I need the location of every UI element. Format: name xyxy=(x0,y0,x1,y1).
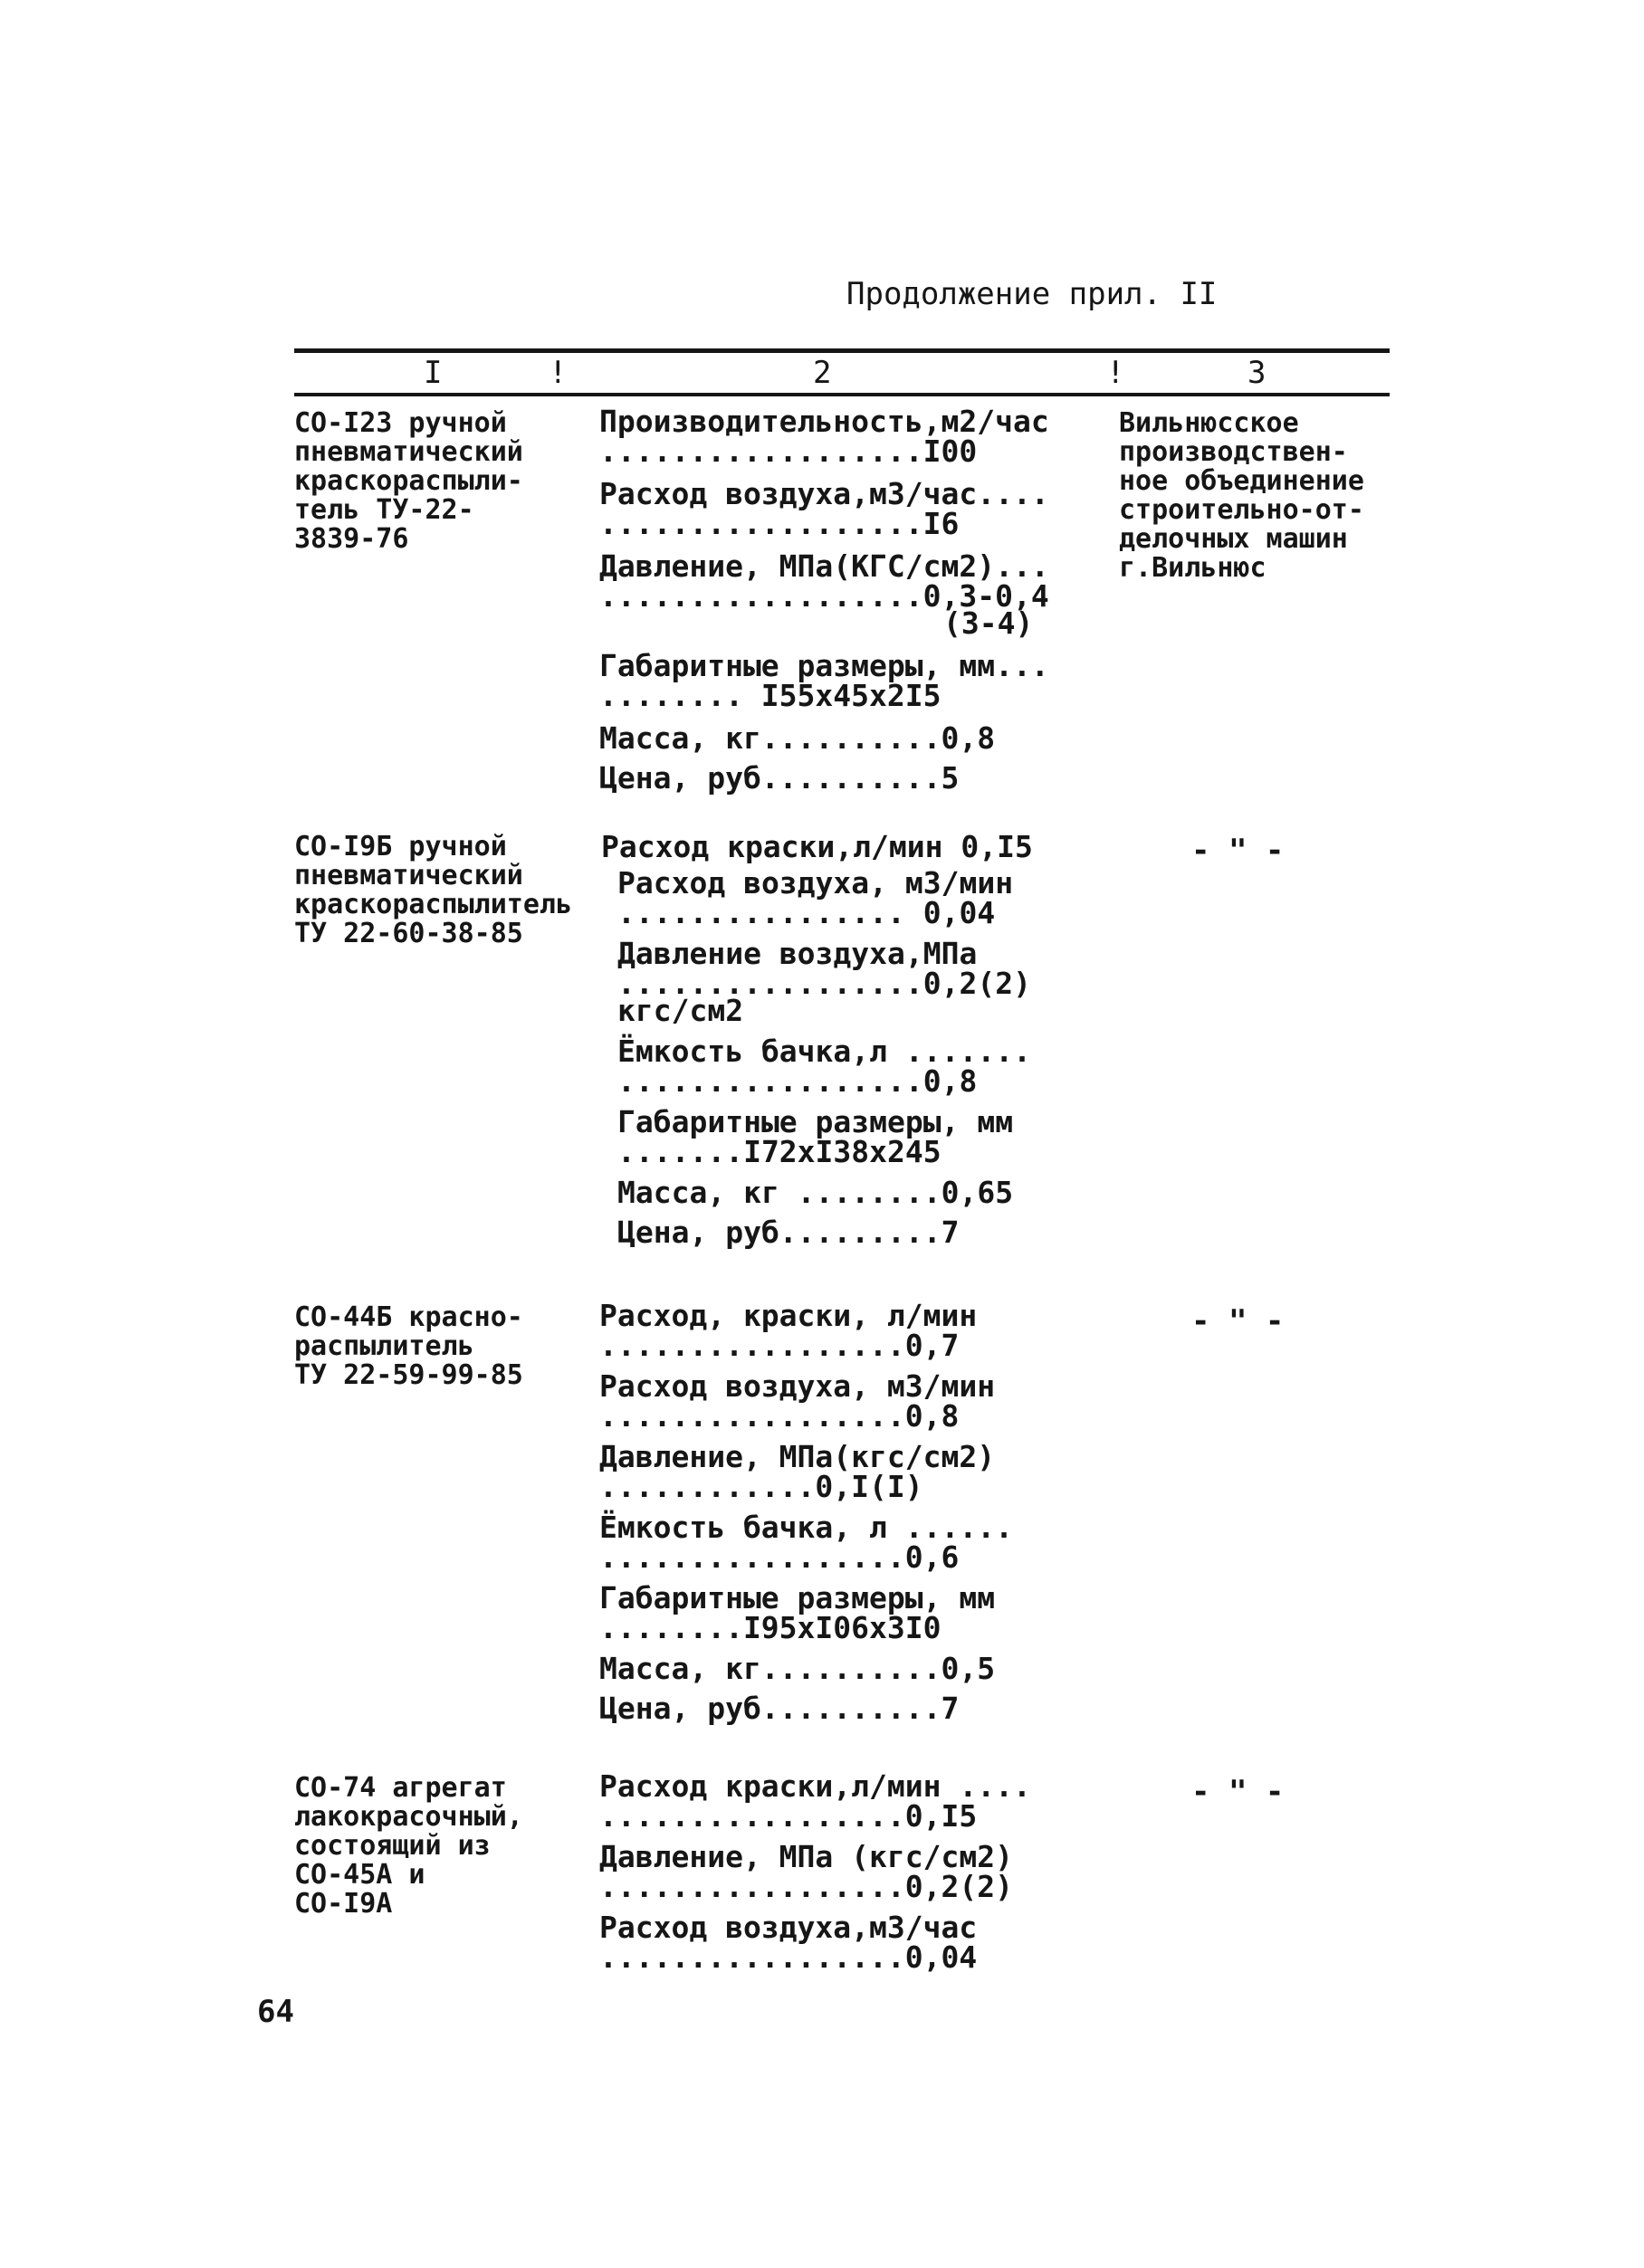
product-name-line: СО-I23 ручной xyxy=(294,407,507,439)
product-name-line: ТУ 22-60-38-85 xyxy=(294,918,523,949)
spec-list xyxy=(599,405,1106,802)
spec-list xyxy=(601,831,1108,1256)
spec-item xyxy=(599,762,1106,795)
spec-item xyxy=(617,1177,1108,1209)
column-header-2: 2 xyxy=(813,355,832,391)
spec-label: Давление воздуха,МПа xyxy=(617,936,978,971)
product-name-line: пневматический xyxy=(294,860,523,891)
manufacturer-line: г.Вильнюс xyxy=(1119,552,1266,584)
spec-value: .................0,8 xyxy=(617,1063,978,1099)
spec-label: Расход воздуха, м3/мин xyxy=(617,865,1014,901)
product-name-line: СО-44Б красно- xyxy=(294,1301,523,1333)
spec-label: Расход, краски, л/мин xyxy=(599,1298,978,1333)
product-name-line: СО-I9А xyxy=(294,1888,393,1920)
manufacturer xyxy=(1119,409,1400,583)
column-separator: ! xyxy=(1106,355,1125,391)
product-name-line: краскораспылитель xyxy=(294,889,573,920)
page-number: 64 xyxy=(257,1994,294,2030)
product-name-line: ТУ 22-59-99-85 xyxy=(294,1359,523,1391)
spec-value: ............0,I(I) xyxy=(599,1469,923,1504)
spec-item xyxy=(599,1692,1106,1725)
spec-item xyxy=(599,1653,1106,1685)
spec-label: Производительность,м2/час xyxy=(599,404,1049,439)
spec-label: Давление, МПа(КГС/см2)... xyxy=(599,548,1049,584)
page-title: Продолжение прил. II xyxy=(846,276,1218,312)
product-name-line: пневматический xyxy=(294,436,523,468)
table-row xyxy=(294,1303,602,1390)
spec-list xyxy=(599,1770,1106,1978)
spec-label: Расход воздуха, м3/мин xyxy=(599,1368,996,1404)
spec-label: Габаритные размеры, мм xyxy=(617,1104,1014,1139)
spec-label: Габаритные размеры, мм xyxy=(599,1580,996,1615)
manufacturer xyxy=(1191,1774,1472,1810)
spec-item xyxy=(617,1034,1108,1099)
spec-value: ................ 0,04 xyxy=(617,895,996,930)
spec-label: Цена, руб..........5 xyxy=(599,760,960,796)
manufacturer xyxy=(1191,833,1472,869)
spec-item xyxy=(599,1368,1106,1434)
column-header-3: 3 xyxy=(1247,355,1266,391)
spec-label: Масса, кг..........0,5 xyxy=(599,1651,996,1686)
spec-value: .................0,7 xyxy=(599,1328,960,1363)
spec-label: Ёмкость бачка, л ...... xyxy=(599,1510,1013,1545)
spec-value: ........I95хI06х3I0 xyxy=(599,1610,941,1645)
spec-label: Цена, руб..........7 xyxy=(599,1691,960,1726)
product-name xyxy=(294,833,602,948)
spec-label: Расход краски,л/мин 0,I5 xyxy=(601,829,1033,864)
ditto-mark: - " - xyxy=(1191,833,1285,869)
spec-item xyxy=(599,1768,1106,1834)
product-name-line: тель ТУ-22- xyxy=(294,494,474,526)
spec-label: Габаритные размеры, мм... xyxy=(599,648,1049,683)
product-name xyxy=(294,1774,602,1919)
spec-value: ........ I55х45х2I5 xyxy=(599,678,941,713)
table-row xyxy=(294,833,602,948)
manufacturer xyxy=(1191,1303,1472,1339)
column-header-1: I xyxy=(424,355,443,391)
manufacturer-line: делочных машин xyxy=(1119,523,1348,555)
spec-item xyxy=(601,831,1108,863)
product-name-line: СО-74 агрегат xyxy=(294,1772,507,1804)
spec-list xyxy=(599,1300,1106,1732)
product-name-line: СО-I9Б ручной xyxy=(294,831,507,862)
spec-item xyxy=(599,722,1106,755)
spec-value: .................0,2(2) xyxy=(599,1869,1013,1904)
spec-label: Масса, кг..........0,8 xyxy=(599,720,996,756)
table-row xyxy=(294,1774,602,1919)
product-name-line: состоящий из xyxy=(294,1830,491,1862)
manufacturer-line: строительно-от- xyxy=(1119,494,1364,526)
spec-value: .................0,2(2) xyxy=(617,966,1031,1001)
spec-value: .................0,6 xyxy=(599,1539,960,1575)
spec-value: .................0,8 xyxy=(599,1398,960,1434)
spec-value: .................0,04 xyxy=(599,1939,978,1975)
spec-item xyxy=(599,1910,1106,1975)
manufacturer-line: ное объединение xyxy=(1119,465,1364,497)
spec-label: Цена, руб.........7 xyxy=(617,1215,960,1250)
spec-item xyxy=(599,648,1106,713)
product-name-line: распылитель xyxy=(294,1330,474,1362)
table-row xyxy=(294,409,602,554)
spec-label: Ёмкость бачка,л ....... xyxy=(617,1034,1031,1069)
spec-item xyxy=(617,1216,1108,1249)
spec-item xyxy=(599,1298,1106,1363)
product-name xyxy=(294,409,602,554)
manufacturer-line: Вильнюсское xyxy=(1119,407,1299,439)
column-separator: ! xyxy=(549,355,568,391)
spec-item xyxy=(599,404,1106,469)
spec-item xyxy=(617,936,1108,1028)
spec-item xyxy=(599,476,1106,541)
ditto-mark: - " - xyxy=(1191,1774,1285,1810)
spec-item xyxy=(617,865,1108,930)
spec-item xyxy=(599,1439,1106,1504)
product-name xyxy=(294,1303,602,1390)
spec-value: .......I72хI38х245 xyxy=(617,1134,941,1169)
spec-value: ..................0,3-0,4 xyxy=(599,578,1049,614)
spec-label: Расход воздуха,м3/час.... xyxy=(599,476,1049,511)
spec-item xyxy=(599,1839,1106,1904)
spec-value-note: кгс/см2 xyxy=(617,993,744,1028)
spec-label: Масса, кг ........0,65 xyxy=(617,1175,1014,1210)
product-name-line: краскораспыли- xyxy=(294,465,523,497)
product-name-line: лакокрасочный, xyxy=(294,1801,523,1833)
table-top-rule xyxy=(294,348,1390,353)
ditto-mark: - " - xyxy=(1191,1303,1285,1339)
spec-item xyxy=(617,1104,1108,1169)
manufacturer-line: производствен- xyxy=(1119,436,1348,468)
spec-value: .................0,I5 xyxy=(599,1798,978,1834)
spec-label: Расход краски,л/мин .... xyxy=(599,1768,1031,1804)
spec-value: ..................I6 xyxy=(599,506,960,541)
spec-value: ..................I00 xyxy=(599,434,978,469)
spec-label: Расход воздуха,м3/час xyxy=(599,1910,978,1945)
product-name-line: СО-45А и xyxy=(294,1859,425,1891)
table-header-rule xyxy=(294,393,1390,396)
spec-item xyxy=(599,1580,1106,1645)
spec-label: Давление, МПа(кгс/см2) xyxy=(599,1439,996,1474)
spec-label: Давление, МПа (кгс/см2) xyxy=(599,1839,1013,1874)
product-name-line: 3839-76 xyxy=(294,523,409,555)
spec-item xyxy=(599,1510,1106,1575)
spec-value-note: (3-4) xyxy=(943,605,1034,641)
spec-item xyxy=(599,548,1106,641)
